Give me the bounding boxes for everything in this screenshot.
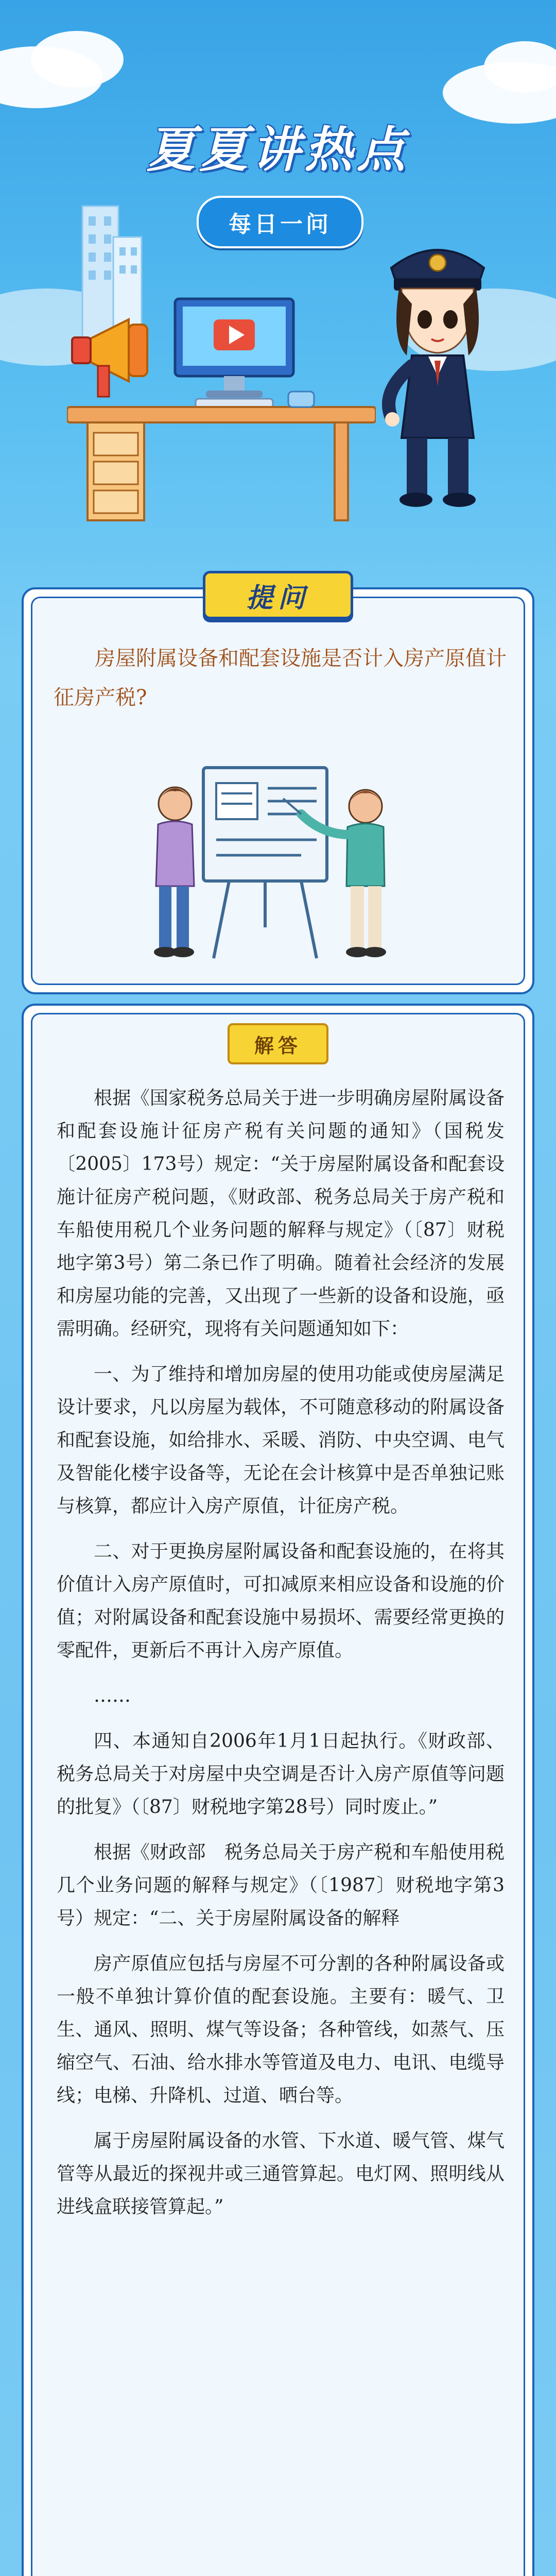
answer-paragraph: 房产原值应包括与房屋不可分割的各种附属设备或一般不单独计算价值的配套设施。主要有：暖气、卫生、通风、照明、煤气等设备；各种管线，如蒸气、压缩空气、石油、给水排水等管道及电力、电讯、电缆导线；电梯、升降机、过道、晒台等。	[57, 1953, 505, 2106]
answer-paragraph: 根据《国家税务总局关于进一步明确房屋附属设备和配套设施计征房产税有关问题的通知》（国税发〔2005〕173号）规定：“关于房屋附属设备和配套设施计征房产税问题，《财政部、税务总局关于房产税和车船使用税几个业务问题的解释与规定》（〔87〕财税地字第3号）第二条已作了明确。随着社会经济的发展和房屋功能的完善，又出现了一些新的设备和设施，亟需明确。经研究，现将有关问题通知如下：	[57, 1088, 505, 1340]
computer-icon	[175, 299, 293, 409]
answer-paragraph: 一、为了维持和增加房屋的使用功能或使房屋满足设计要求，凡以房屋为载体，不可随意移动的附属设备和配套设施，如给排水、采暖、消防、中央空调、电气及智能化楼宇设备等，无论在会计核算中是否单独记账与核算，都应计入房产原值，计征房产税。	[57, 1364, 505, 1517]
answer-ellipsis: ……	[94, 1685, 131, 1706]
answer-body	[57, 1082, 505, 2236]
answer-paragraph: 四、本通知自2006年1月1日起执行。《财政部、税务总局关于对房屋中央空调是否计入房产原值等问题的批复》（〔87〕财税地字第28号）同时废止。”	[57, 1731, 505, 1818]
answer-paragraph: 属于房屋附属设备的水管、下水道、暖气管、煤气管等从最近的探视井或三通管算起。电灯网、照明线从进线盒联接管算起。”	[57, 2130, 505, 2217]
answer-paragraph: 根据《财政部 税务总局关于房产税和车船使用税几个业务问题的解释与规定》（〔1987〕财税地字第3号）规定：“二、关于房屋附属设备的解释	[57, 1842, 505, 1929]
desk-scene	[67, 289, 376, 526]
question-badge: 提问	[203, 571, 353, 619]
page-title: 夏夏讲热点	[146, 122, 409, 178]
tax-officer-illustration	[371, 222, 505, 510]
presentation-board-illustration	[147, 757, 404, 969]
answer-paragraph: 二、对于更换房屋附属设备和配套设施的，在将其价值计入房产原值时，可扣减原来相应设备和设施的价值；对附属设备和配套设施中易损坏、需要经常更换的零配件，更新后不再计入房产原值。	[57, 1541, 505, 1661]
subtitle-badge: 每日一问	[197, 196, 363, 248]
cloud-decoration	[31, 31, 124, 88]
answer-badge: 解答	[228, 1023, 328, 1064]
megaphone-icon	[72, 319, 147, 397]
question-text: 房屋附属设备和配套设施是否计入房产原值计征房产税?	[54, 647, 507, 709]
header-banner	[0, 0, 556, 546]
